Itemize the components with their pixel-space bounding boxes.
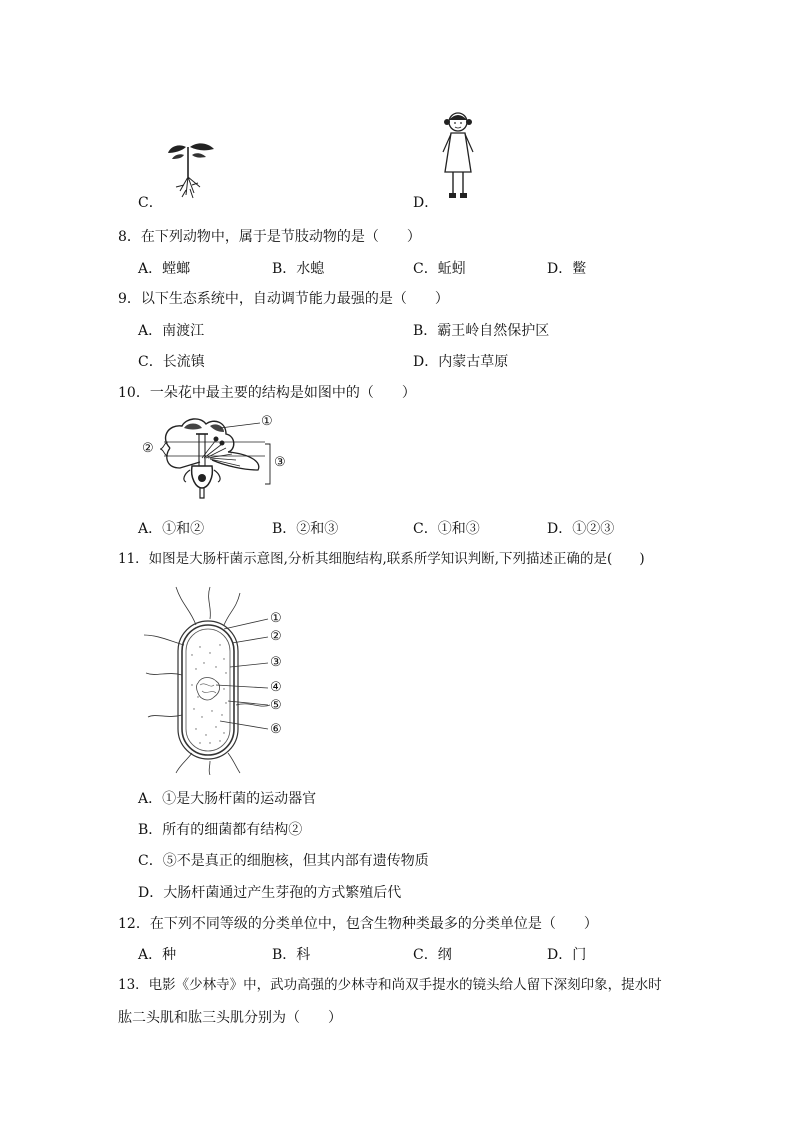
flower-label-1: ① [261, 414, 273, 429]
q13-stem-line1: 13．电影《少林寺》中，武功高强的少林寺和尚双手提水的镜头给人留下深刻印象，提水时 [118, 977, 662, 993]
q12-option-b: B．科 [272, 947, 311, 963]
option-c-label: C． [138, 195, 163, 211]
q11-stem: 11．如图是大肠杆菌示意图,分析其细胞结构,联系所学知识判断,下列描述正确的是( ) [118, 551, 645, 567]
ecoli-label-6: ⑥ [270, 722, 282, 737]
ecoli-label-4: ④ [270, 680, 282, 695]
option-d-label: D． [413, 195, 439, 211]
q11-option-a: A．①是大肠杆菌的运动器官 [138, 791, 317, 807]
q11-option-c: C．⑤不是真正的细胞核，但其内部有遗传物质 [138, 853, 429, 869]
q9-option-a: A．南渡江 [138, 323, 205, 339]
q13-stem-line2: 肱二头肌和肱三头肌分别为（ ） [118, 1010, 342, 1026]
flower-label-2: ② [142, 441, 154, 456]
seedling-figure [160, 135, 220, 200]
q8-option-c: C．蚯蚓 [413, 261, 466, 277]
ecoli-label-2: ② [270, 629, 282, 644]
ecoli-label-3: ③ [270, 655, 282, 670]
q9-option-d: D．内蒙古草原 [413, 354, 509, 370]
q11-option-b: B．所有的细菌都有结构② [138, 822, 303, 838]
q12-option-d: D．门 [547, 947, 587, 963]
flower-label-3: ③ [274, 455, 286, 470]
q8-stem: 8．在下列动物中，属于是节肢动物的是（ ） [118, 229, 421, 245]
q9-stem: 9．以下生态系统中，自动调节能力最强的是（ ） [118, 291, 449, 307]
q12-option-c: C．纲 [413, 947, 452, 963]
q10-stem: 10．一朵花中最主要的结构是如图中的（ ） [118, 385, 416, 401]
q8-option-d: D．鳖 [547, 261, 587, 277]
q10-option-a: A．①和② [138, 521, 205, 537]
flower-diagram [140, 412, 295, 504]
q10-option-d: D．①②③ [547, 521, 615, 537]
ecoli-label-1: ① [270, 611, 282, 626]
q11-option-d: D．大肠杆菌通过产生芽孢的方式繁殖后代 [138, 885, 402, 901]
q9-option-c: C．长流镇 [138, 354, 205, 370]
q8-option-b: B．水螅 [272, 261, 325, 277]
girl-figure [438, 106, 478, 206]
q12-option-a: A．种 [138, 947, 177, 963]
q12-stem: 12．在下列不同等级的分类单位中，包含生物种类最多的分类单位是（ ） [118, 916, 598, 932]
q9-option-b: B．霸王岭自然保护区 [413, 323, 550, 339]
q8-option-a: A．螳螂 [138, 261, 191, 277]
ecoli-label-5: ⑤ [270, 698, 282, 713]
q10-option-b: B．②和③ [272, 521, 339, 537]
ecoli-diagram [140, 585, 300, 775]
q10-option-c: C．①和③ [413, 521, 480, 537]
